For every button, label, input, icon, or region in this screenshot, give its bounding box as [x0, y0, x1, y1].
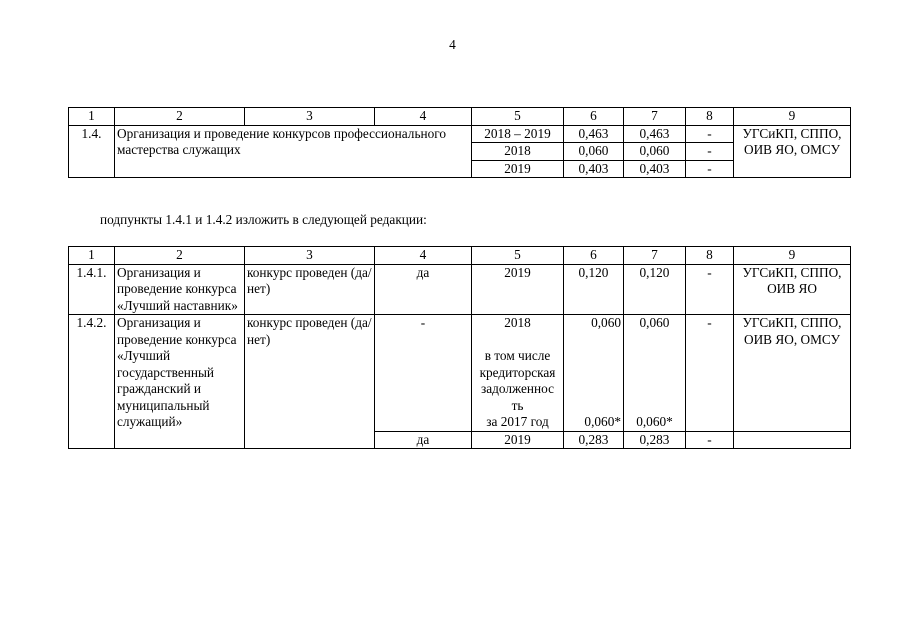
- header-cell: 7: [624, 108, 686, 126]
- value-col8: -: [686, 125, 734, 143]
- value-col8: -: [686, 160, 734, 178]
- period-cell: [472, 315, 564, 432]
- period-cell: 2019: [472, 431, 564, 449]
- intro-text: подпункты 1.4.1 и 1.4.2 изложить в следующей редакции:: [100, 212, 427, 227]
- value-debt: 0,060*: [636, 414, 673, 429]
- value-col7: [624, 315, 686, 432]
- note-line: за 2017 год: [486, 414, 549, 429]
- table-header-row: [69, 108, 851, 126]
- value-col6: 0,283: [564, 431, 624, 449]
- indicator-cell: конкурс проведен (да/нет): [245, 264, 375, 315]
- value-col7: 0,120: [624, 264, 686, 315]
- header-cell: 4: [375, 247, 472, 265]
- target-cell: да: [375, 264, 472, 315]
- value-col6: 0,463: [564, 125, 624, 143]
- value-col8: -: [686, 431, 734, 449]
- table-row: [69, 264, 851, 315]
- item-name: Организация и проведение конкурса «Лучший государственный гражданский и муниципальный служащий»: [115, 315, 245, 449]
- period-cell: 2018: [472, 143, 564, 161]
- value-col7: 0,463: [624, 125, 686, 143]
- table-header-row: [69, 247, 851, 265]
- spacer: [566, 365, 621, 382]
- value-col6: 0,120: [564, 264, 624, 315]
- header-cell: 5: [472, 247, 564, 265]
- value-col7: 0,283: [624, 431, 686, 449]
- spacer: [626, 348, 683, 365]
- value-col7: 0,060: [624, 143, 686, 161]
- item-number: 1.4.1.: [69, 264, 115, 315]
- value-col8: -: [686, 264, 734, 315]
- header-cell: 9: [734, 108, 851, 126]
- spacer: [566, 398, 621, 415]
- target-cell: -: [375, 315, 472, 432]
- value-col8: -: [686, 315, 734, 432]
- item-name: Организация и проведение конкурсов профессионального мастерства служащих: [115, 125, 472, 178]
- spacer: [566, 332, 621, 349]
- table-row: [69, 125, 851, 143]
- spacer: [566, 348, 621, 365]
- header-cell: 2: [115, 108, 245, 126]
- item-name: Организация и проведение конкурса «Лучший наставник»: [115, 264, 245, 315]
- note-line: ть: [511, 397, 524, 413]
- indicator-cell: конкурс проведен (да/нет): [245, 315, 375, 449]
- page-number: 4: [449, 37, 456, 52]
- item-number: 1.4.2.: [69, 315, 115, 449]
- header-cell: 8: [686, 247, 734, 265]
- item-number: 1.4.: [69, 125, 115, 178]
- period-value: 2018: [504, 315, 531, 330]
- period-cell: 2019: [472, 264, 564, 315]
- value-col6: 0,403: [564, 160, 624, 178]
- header-cell: 6: [564, 108, 624, 126]
- table-1: [68, 107, 851, 178]
- table-row: [69, 315, 851, 432]
- spacer: [566, 381, 621, 398]
- value-col6: 0,060: [564, 143, 624, 161]
- value-col8: -: [686, 143, 734, 161]
- header-cell: 7: [624, 247, 686, 265]
- value-main: 0,060: [591, 315, 621, 330]
- value-col7: 0,403: [624, 160, 686, 178]
- spacer: [474, 332, 561, 349]
- value-main: 0,060: [639, 315, 670, 330]
- spacer: [626, 332, 683, 349]
- note-line: кредиторская: [479, 364, 556, 380]
- target-cell: да: [375, 431, 472, 449]
- table-2: [68, 246, 851, 449]
- header-cell: 4: [375, 108, 472, 126]
- note-line: задолженнос: [480, 381, 555, 396]
- executors-cell: УГСиКП, СППО, ОИВ ЯО: [734, 264, 851, 315]
- executors-cell: УГСиКП, СППО, ОИВ ЯО, ОМСУ: [734, 315, 851, 432]
- empty-cell: [734, 431, 851, 449]
- spacer: [626, 365, 683, 382]
- header-cell: 5: [472, 108, 564, 126]
- period-cell: 2019: [472, 160, 564, 178]
- header-cell: 2: [115, 247, 245, 265]
- header-cell: 1: [69, 247, 115, 265]
- spacer: [626, 381, 683, 398]
- header-cell: 8: [686, 108, 734, 126]
- spacer: [626, 398, 683, 415]
- header-cell: 9: [734, 247, 851, 265]
- value-debt: 0,060*: [584, 414, 621, 429]
- executors-cell: УГСиКП, СППО, ОИВ ЯО, ОМСУ: [734, 125, 851, 178]
- header-cell: 6: [564, 247, 624, 265]
- header-cell: 3: [245, 247, 375, 265]
- header-cell: 3: [245, 108, 375, 126]
- value-col6: [564, 315, 624, 432]
- period-cell: 2018 – 2019: [472, 125, 564, 143]
- header-cell: 1: [69, 108, 115, 126]
- note-line: в том числе: [484, 348, 551, 363]
